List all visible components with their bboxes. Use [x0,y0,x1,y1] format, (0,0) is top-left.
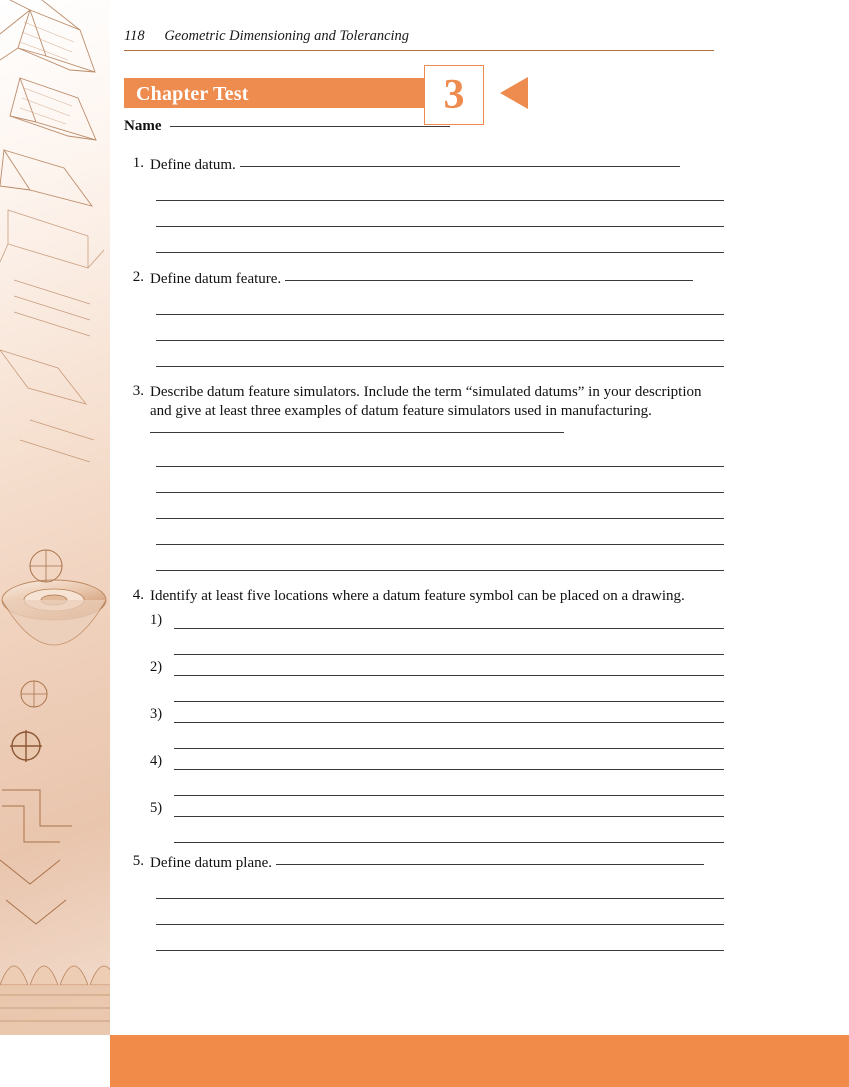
sub-answer-item [150,612,724,655]
sub-answer-list [150,612,724,843]
question-number: 1. [132,155,144,171]
answer-rule[interactable] [156,175,724,201]
answer-rule[interactable] [156,545,724,571]
sub-answer-item [150,753,724,796]
footer-band [110,1035,849,1087]
answer-rule[interactable] [156,493,724,519]
answer-rule[interactable] [156,519,724,545]
question-number: 5. [132,853,144,869]
question-text [150,587,724,606]
question-item [124,587,724,843]
sub-answer-row [150,659,724,676]
sub-answer-item [150,800,724,843]
answer-rule[interactable] [156,341,724,367]
question-text [150,269,724,289]
answer-rule[interactable] [174,754,724,770]
question-list [124,155,724,967]
chapter-test-banner [124,78,434,108]
question-head [124,587,724,606]
question-prompt: Describe datum feature simulators. Include the term “simulated datums” in your description and give at least three examples of datum feature simulators used in manufacturing. [150,384,702,419]
answer-rule[interactable] [276,853,704,865]
header-rule [124,50,714,51]
answer-rule[interactable] [285,269,693,281]
answer-rule[interactable] [156,441,724,467]
answer-rule[interactable] [150,421,564,433]
technical-drawing-collage-icon [0,0,110,1035]
question-number: 3. [132,383,144,399]
sub-answer-row [150,753,724,770]
sub-answer-row [150,800,724,817]
answer-rule[interactable] [156,201,724,227]
question-prompt: Define datum plane. [150,855,273,871]
question-item [124,383,724,571]
question-item [124,269,724,367]
sub-answer-item [150,706,724,749]
name-input-rule[interactable] [170,126,450,127]
sub-answer-label: 3) [150,706,163,722]
answer-rule[interactable] [156,315,724,341]
name-label: Name [124,118,162,134]
sub-answer-label: 4) [150,753,163,769]
sub-answer-label: 2) [150,659,163,675]
answer-rule[interactable] [174,676,724,702]
answer-lines [156,441,724,571]
sub-answer-row [150,706,724,723]
answer-lines [156,175,724,253]
answer-rule[interactable] [174,629,724,655]
question-number: 2. [132,269,144,285]
question-head [124,383,724,441]
name-field [124,118,524,135]
answer-rule[interactable] [240,155,680,167]
answer-rule[interactable] [156,289,724,315]
answer-rule[interactable] [174,723,724,749]
question-head [124,853,724,873]
sub-answer-row [150,612,724,629]
page-content [110,0,849,1087]
sub-answer-item [150,659,724,702]
answer-rule[interactable] [156,467,724,493]
answer-rule[interactable] [174,613,724,629]
edge-illustration-strip [0,0,110,1035]
chapter-number: 3 [443,72,465,118]
running-title: Geometric Dimensioning and Tolerancing [164,28,410,44]
answer-rule[interactable] [174,770,724,796]
question-item [124,853,724,951]
answer-lines [156,289,724,367]
answer-rule[interactable] [174,801,724,817]
question-prompt: Define datum feature. [150,271,282,287]
answer-rule[interactable] [174,660,724,676]
banner-arrow-icon [500,77,528,109]
answer-lines [156,873,724,951]
answer-rule[interactable] [156,873,724,899]
answer-rule[interactable] [156,925,724,951]
question-item [124,155,724,253]
question-prompt: Define datum. [150,157,236,173]
sub-answer-label: 5) [150,800,163,816]
answer-rule[interactable] [174,707,724,723]
question-number: 4. [132,587,144,603]
chapter-test-label: Chapter Test [136,83,249,105]
question-prompt: Identify at least five locations where a datum feature symbol can be placed on a drawing. [150,588,685,604]
question-text [150,383,724,441]
chapter-number-box [424,65,484,125]
question-text [150,853,724,873]
page-number: 118 [124,28,145,44]
answer-rule[interactable] [156,899,724,925]
question-head [124,269,724,289]
question-head [124,155,724,175]
answer-rule[interactable] [174,817,724,843]
running-head [124,28,714,45]
sub-answer-label: 1) [150,612,163,628]
question-text [150,155,724,175]
answer-rule[interactable] [156,227,724,253]
